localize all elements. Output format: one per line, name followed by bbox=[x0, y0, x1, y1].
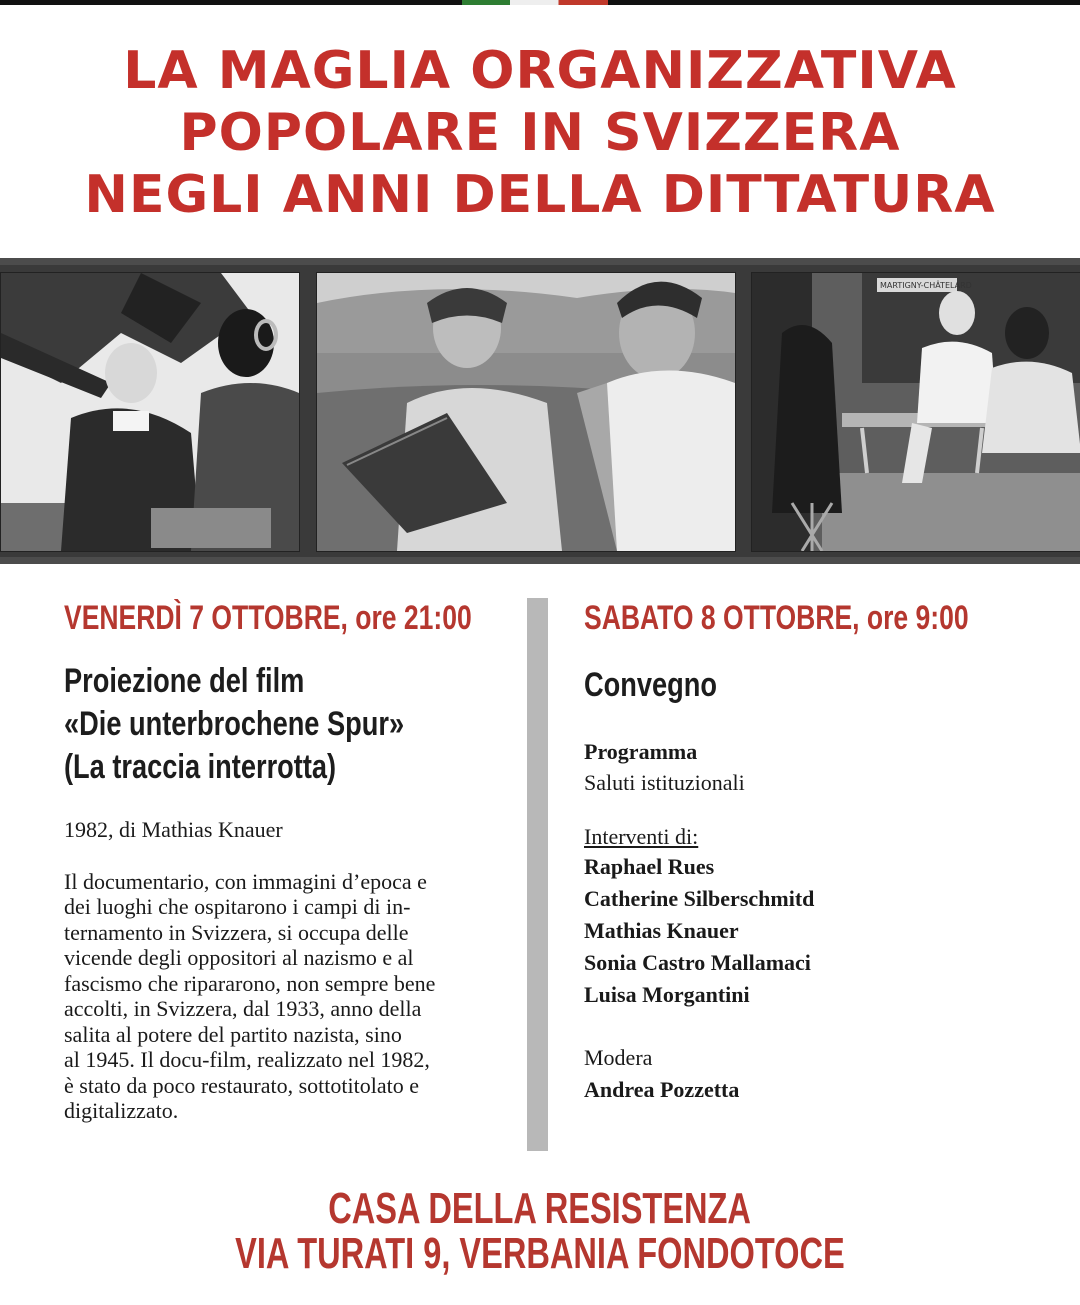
saluti-item: Saluti istituzionali bbox=[584, 769, 745, 795]
description-line: fascismo che ripararono, non sempre bene bbox=[64, 970, 436, 996]
flag-stripe bbox=[462, 0, 608, 5]
title-line-2: POPOLARE IN SVIZZERA bbox=[179, 103, 901, 163]
friday-date: VENERDÌ 7 OTTOBRE, ore 21:00 bbox=[64, 599, 472, 637]
filmstrip-bottom-edge bbox=[0, 557, 1080, 564]
speaker-item: Raphael Rues bbox=[584, 853, 715, 879]
photo-frame-2 bbox=[316, 272, 736, 552]
title-line-3: NEGLI ANNI DELLA DITTATURA bbox=[84, 165, 996, 225]
film-heading-line-3: (La traccia interrotta) bbox=[64, 748, 337, 786]
photo-frame-1 bbox=[0, 272, 300, 552]
photo-sign-text: MARTIGNY-CHÂTELARD bbox=[880, 281, 972, 290]
top-border bbox=[0, 0, 1080, 5]
speaker-list bbox=[584, 851, 1054, 1011]
film-description bbox=[64, 869, 504, 1124]
speaker-item: Sonia Castro Mallamaci bbox=[584, 949, 811, 975]
speaker-item: Catherine Silberschmitd bbox=[584, 885, 815, 911]
description-line: Il documentario, con immagini d’epoca e bbox=[64, 868, 427, 894]
poster-title bbox=[0, 40, 1080, 226]
description-line: vicende degli oppositori al nazismo e al bbox=[64, 945, 414, 970]
saturday-date: SABATO 8 OTTOBRE, ore 9:00 bbox=[584, 599, 969, 637]
film-heading bbox=[64, 660, 504, 789]
film-credit: 1982, di Mathias Knauer bbox=[64, 817, 283, 842]
description-line: salita al potere del partito nazista, sino bbox=[64, 1021, 402, 1047]
left-column bbox=[64, 598, 504, 1124]
description-line: al 1945. Il docu-film, realizzato nel 1982, bbox=[64, 1047, 430, 1072]
speaker-item: Luisa Morgantini bbox=[584, 981, 750, 1007]
photo-man-reading-document-icon bbox=[317, 273, 735, 551]
moderator-name: Andrea Pozzetta bbox=[584, 1077, 740, 1102]
description-line: dei luoghi che ospitarono i campi di in- bbox=[64, 894, 411, 919]
modera-label: Modera bbox=[584, 1044, 653, 1070]
venue-address bbox=[0, 1230, 1080, 1278]
description-line: ternamento in Svizzera, si occupa delle bbox=[64, 919, 409, 945]
column-divider bbox=[527, 598, 548, 1151]
film-heading-line-1: Proiezione del film bbox=[64, 662, 305, 700]
film-heading-line-2: «Die unterbrochene Spur» bbox=[64, 705, 405, 743]
venue-name-text: CASA DELLA RESISTENZA bbox=[328, 1184, 752, 1233]
right-column bbox=[584, 598, 1054, 1103]
title-line-1: LA MAGLIA ORGANIZZATIVA bbox=[123, 41, 957, 101]
photo-frame-3 bbox=[751, 272, 1080, 552]
venue-name bbox=[0, 1185, 1080, 1233]
photo-archive-man-pointing-icon bbox=[1, 273, 299, 551]
interventi-label: Interventi di: bbox=[584, 824, 699, 849]
programma-label: Programma bbox=[584, 739, 698, 764]
venue-address-text: VIA TURATI 9, VERBANIA FONDOTOCE bbox=[235, 1229, 845, 1278]
description-line: digitalizzato. bbox=[64, 1098, 179, 1123]
filmstrip-top-edge bbox=[0, 258, 1080, 265]
photo-woman-interviewed-icon bbox=[752, 273, 1080, 551]
photo-filmstrip bbox=[0, 258, 1080, 564]
convegno-heading: Convegno bbox=[584, 666, 717, 704]
description-line: accolti, in Svizzera, dal 1933, anno della bbox=[64, 996, 422, 1021]
description-line: è stato da poco restaurato, sottotitolato e bbox=[64, 1072, 419, 1098]
speaker-item: Mathias Knauer bbox=[584, 917, 739, 943]
